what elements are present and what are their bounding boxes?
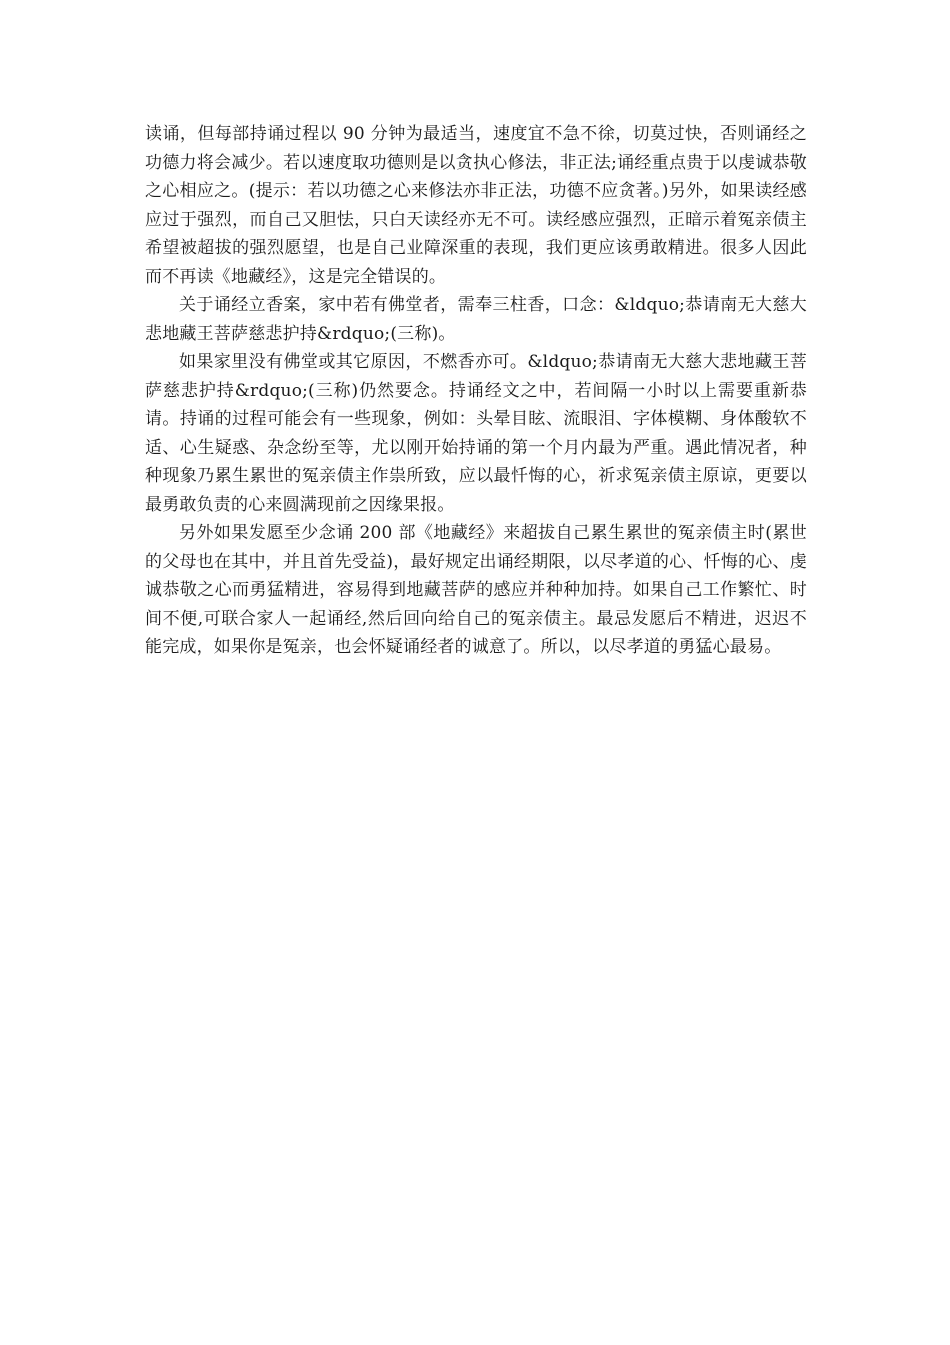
paragraph-3: 如果家里没有佛堂或其它原因，不燃香亦可。&ldquo;恭请南无大慈大悲地藏王菩萨慈悲护持&rdquo;(三称)仍然要念。持诵经文之中，若间隔一小时以上需要重新恭请。持诵的过程可能会有一些现象，例如：头晕目眩、流眼泪、字体模糊、身体酸软不适、心生疑惑、杂念纷至等，尤以刚开始持诵的第一个月内最为严重。遇此情况者，种种现象乃累生累世的冤亲债主作祟所致，应以最忏悔的心，祈求冤亲债主原谅，更要以最勇敢负责的心来圆满现前之因缘果报。 (145, 352, 807, 515)
paragraph-1: 读诵，但每部持诵过程以 90 分钟为最适当，速度宜不急不徐，切莫过快，否则诵经之功德力将会减少。若以速度取功德则是以贪执心修法，非正法;诵经重点贵于以虔诚恭敬之心相应之。(提示：若以功德之心来修法亦非正法，功德不应贪著。)另外，如果读经感应过于强烈，而自己又胆怯，只白天读经亦无不可。读经感应强烈，正暗示着冤亲债主希望被超拔的强烈愿望，也是自己业障深重的表现，我们更应该勇敢精进。很多人因此而不再读《地藏经》，这是完全错误的。 (145, 124, 807, 287)
paragraph-4: 另外如果发愿至少念诵 200 部《地藏经》来超拔自己累生累世的冤亲债主时(累世的父母也在其中，并且首先受益)，最好规定出诵经期限，以尽孝道的心、忏悔的心、虔诚恭敬之心而勇猛精进，容易得到地藏菩萨的感应并种种加持。如果自己工作繁忙、时间不便,可联合家人一起诵经,然后回向给自己的冤亲债主。最忌发愿后不精进，迟迟不能完成，如果你是冤亲，也会怀疑诵经者的诚意了。所以，以尽孝道的勇猛心最易。 (145, 523, 807, 657)
document-body (145, 120, 807, 662)
paragraph-2: 关于诵经立香案，家中若有佛堂者，需奉三柱香，口念：&ldquo;恭请南无大慈大悲地藏王菩萨慈悲护持&rdquo;(三称)。 (145, 295, 807, 344)
